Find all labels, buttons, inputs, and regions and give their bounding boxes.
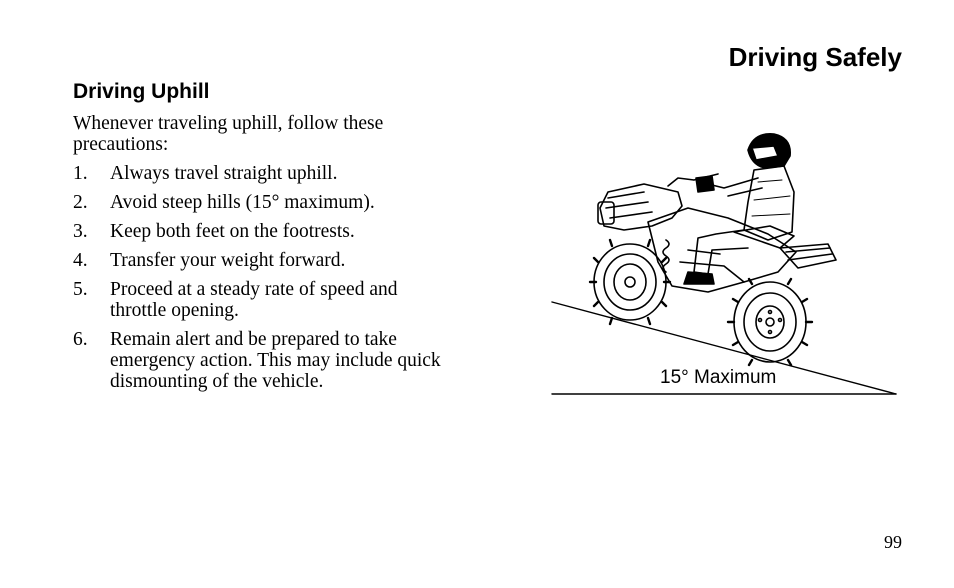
list-item-text: Avoid steep hills (15° maximum). [110,192,375,213]
list-item [73,163,453,184]
precautions-list [73,163,453,392]
list-item-number: 2. [73,192,88,213]
page-number: 99 [884,532,902,552]
list-item-number: 3. [73,221,88,242]
list-item [73,192,453,213]
rider-icon [684,134,794,284]
atv-icon [598,174,836,292]
page-title: Driving Safely [728,42,902,72]
atv-uphill-illustration [548,122,902,400]
list-item-number: 6. [73,329,88,350]
instructions-block [73,113,453,400]
list-item-text: Always travel straight uphill. [110,163,338,184]
list-item [73,250,453,271]
list-item-number: 5. [73,279,88,300]
intro-paragraph: Whenever traveling uphill, follow these precautions: [73,113,384,155]
list-item [73,329,453,392]
list-item-number: 4. [73,250,88,271]
angle-label: 15° Maximum [660,367,777,388]
list-item [73,279,453,321]
front-wheel-icon [590,240,670,324]
list-item-text: Remain alert and be prepared to take emergency action. This may include quick dismounting of the vehicle. [110,329,441,392]
list-item-number: 1. [73,163,88,184]
list-item-text: Proceed at a steady rate of speed and throttle opening. [110,279,398,321]
section-heading: Driving Uphill [73,80,210,103]
list-item [73,221,453,242]
list-item-text: Keep both feet on the footrests. [110,221,355,242]
list-item-text: Transfer your weight forward. [110,250,346,271]
